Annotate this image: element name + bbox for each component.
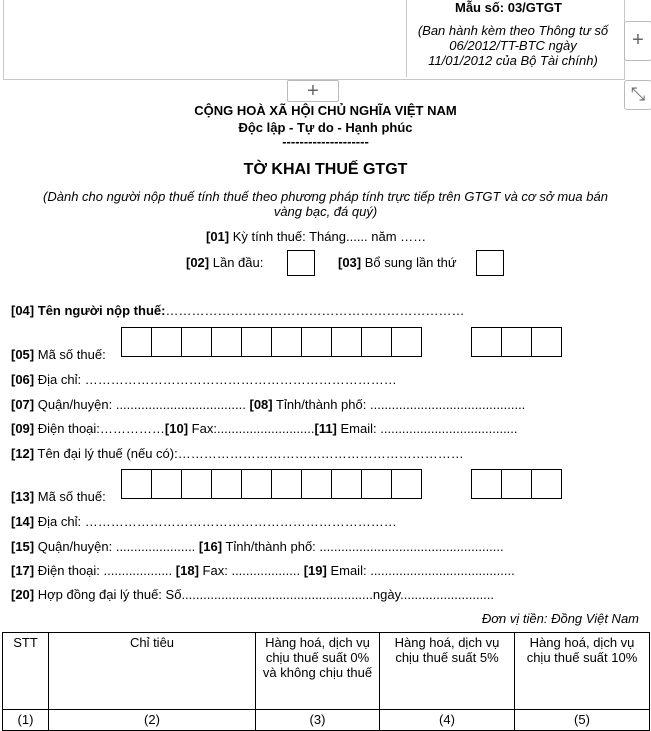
tax-code-branch-digit[interactable] bbox=[501, 327, 532, 357]
period-row bbox=[206, 229, 426, 244]
taxpayer-name-row bbox=[11, 303, 464, 318]
agent-tax-code-branch-boxes[interactable] bbox=[471, 469, 562, 499]
tax-code-boxes[interactable] bbox=[121, 327, 422, 357]
field-04-label: Tên người nộp thuế: bbox=[37, 303, 166, 318]
tax-code-row bbox=[11, 347, 106, 362]
field-14-label: Địa chỉ: bbox=[37, 514, 82, 529]
issued-line-2: 06/2012/TT-BTC ngày bbox=[449, 38, 577, 53]
field-18-dots[interactable]: ................... bbox=[231, 563, 301, 578]
field-10-label: Fax: bbox=[191, 421, 217, 436]
field-06-label: Địa chỉ: bbox=[37, 372, 82, 387]
tax-code-branch-boxes[interactable] bbox=[471, 327, 562, 357]
agent-tax-code-row bbox=[11, 489, 106, 504]
field-15-code: [15] bbox=[11, 539, 35, 554]
field-13-code: [13] bbox=[11, 489, 35, 504]
resize-table-icon[interactable]: ⤡ bbox=[624, 80, 651, 110]
agent-tax-code-digit[interactable] bbox=[121, 469, 152, 499]
field-14-code: [14] bbox=[11, 514, 35, 529]
supplement-number-box[interactable] bbox=[476, 250, 504, 276]
field-08-code: [08] bbox=[249, 397, 273, 412]
field-17-dots[interactable]: ................... bbox=[103, 563, 173, 578]
republic-name: CỘNG HOÀ XÃ HỘI CHỦ NGHĨA VIỆT NAM bbox=[194, 103, 457, 118]
tax-code-digit[interactable] bbox=[121, 327, 152, 357]
field-09-dots[interactable]: …………… bbox=[99, 421, 165, 436]
address-row bbox=[11, 372, 397, 387]
agent-tax-code-digit[interactable] bbox=[211, 469, 242, 499]
index-cell: (2) bbox=[49, 710, 256, 731]
agent-contact-row bbox=[11, 563, 515, 578]
agent-tax-code-digit[interactable] bbox=[241, 469, 272, 499]
field-06-dots[interactable]: ……………………………………………………………… bbox=[84, 372, 397, 387]
table-header-row bbox=[3, 633, 650, 710]
field-20-dots[interactable]: ..................................................... bbox=[181, 587, 373, 602]
tax-code-digit[interactable] bbox=[271, 327, 302, 357]
currency-unit: Đơn vị tiền: Đồng Việt Nam bbox=[481, 611, 639, 626]
field-04-dots[interactable]: …………………………………………………………… bbox=[165, 303, 465, 318]
contact-row bbox=[11, 421, 518, 436]
field-20-code: [20] bbox=[11, 587, 35, 602]
header-rate-0: Hàng hoá, dịch vụ chịu thuế suất 0% và không chịu thuế bbox=[256, 633, 380, 710]
tax-code-digit[interactable] bbox=[301, 327, 332, 357]
field-07-label: Quận/huyện: bbox=[37, 397, 113, 412]
table-index-row bbox=[3, 710, 650, 731]
field-16-label: Tỉnh/thành phố: bbox=[225, 539, 316, 554]
field-05-label: Mã số thuế: bbox=[37, 347, 106, 362]
index-cell: (5) bbox=[515, 710, 650, 731]
agent-tax-code-digit[interactable] bbox=[361, 469, 392, 499]
supplement-row bbox=[338, 255, 457, 270]
field-20-date-dots[interactable]: .......................... bbox=[400, 587, 495, 602]
field-17-label: Điện thoại: bbox=[37, 563, 100, 578]
tax-code-digit[interactable] bbox=[151, 327, 182, 357]
tax-code-branch-digit[interactable] bbox=[531, 327, 562, 357]
agent-address-row bbox=[11, 514, 397, 529]
field-10-dots[interactable]: ........................... bbox=[216, 421, 315, 436]
tax-code-digit[interactable] bbox=[361, 327, 392, 357]
agent-tax-code-digit[interactable] bbox=[301, 469, 332, 499]
field-09-code: [09] bbox=[11, 421, 35, 436]
issued-line-1: (Ban hành kèm theo Thông tư số bbox=[417, 23, 609, 38]
index-cell: (3) bbox=[256, 710, 380, 731]
subtitle-line-2: vàng bạc, đá quý) bbox=[273, 204, 378, 219]
tax-code-digit[interactable] bbox=[181, 327, 212, 357]
agent-tax-code-digit[interactable] bbox=[271, 469, 302, 499]
republic-motto: Độc lập - Tự do - Hạnh phúc bbox=[238, 120, 413, 135]
field-19-code: [19] bbox=[303, 563, 327, 578]
agent-tax-code-boxes[interactable] bbox=[121, 469, 422, 499]
tax-code-digit[interactable] bbox=[391, 327, 422, 357]
tax-code-digit[interactable] bbox=[211, 327, 242, 357]
field-12-label: Tên đại lý thuế (nếu có): bbox=[37, 446, 178, 461]
declaration-table bbox=[2, 632, 650, 731]
index-cell: (1) bbox=[3, 710, 49, 731]
field-20-date-label: ngày bbox=[372, 587, 401, 602]
field-19-label: Email: bbox=[330, 563, 367, 578]
add-column-button[interactable]: + bbox=[624, 21, 651, 61]
field-11-code: [11] bbox=[314, 421, 337, 436]
field-10-code: [10] bbox=[164, 421, 189, 436]
tax-code-digit[interactable] bbox=[331, 327, 362, 357]
field-09-label: Điện thoại: bbox=[37, 421, 100, 436]
period-label: Kỳ tính thuế: Tháng...... năm …… bbox=[232, 229, 427, 244]
agent-tax-code-branch-digit[interactable] bbox=[531, 469, 562, 499]
agent-tax-code-digit[interactable] bbox=[181, 469, 212, 499]
field-15-label: Quận/huyện: bbox=[37, 539, 113, 554]
agent-tax-code-digit[interactable] bbox=[151, 469, 182, 499]
form-number: Mẫu số: 03/GTGT bbox=[455, 0, 562, 15]
header-rate-5: Hàng hoá, dịch vụ chịu thuế suất 5% bbox=[380, 633, 515, 710]
agent-tax-code-digit[interactable] bbox=[331, 469, 362, 499]
field-20-label: Hợp đồng đại lý thuế: Số bbox=[37, 587, 182, 602]
republic-rule: -------------------- bbox=[282, 134, 369, 149]
index-cell: (4) bbox=[380, 710, 515, 731]
agent-contract-row bbox=[11, 587, 494, 602]
field-08-dots[interactable]: ........................................... bbox=[369, 397, 526, 412]
field-14-dots[interactable]: ……………………………………………………………… bbox=[84, 514, 397, 529]
field-17-code: [17] bbox=[11, 563, 35, 578]
field-18-label: Fax: bbox=[202, 563, 228, 578]
first-time-row bbox=[186, 255, 263, 270]
field-11-label: Email: bbox=[340, 421, 377, 436]
agent-name-row bbox=[11, 446, 464, 461]
header-indicator: Chỉ tiêu bbox=[49, 633, 256, 710]
agent-tax-code-digit[interactable] bbox=[391, 469, 422, 499]
page-title: TỜ KHAI THUẾ GTGT bbox=[243, 161, 408, 178]
field-08-label: Tỉnh/thành phố: bbox=[276, 397, 367, 412]
subtitle-line-1: (Dành cho người nộp thuế tính thuế theo phương pháp tính trực tiếp trên GTGT và cơ sở mua bán bbox=[43, 189, 608, 204]
header-rate-10: Hàng hoá, dịch vụ chịu thuế suất 10% bbox=[515, 633, 650, 710]
tax-code-branch-digit[interactable] bbox=[471, 327, 502, 357]
field-16-dots[interactable]: ................................................... bbox=[319, 539, 504, 554]
field-06-code: [06] bbox=[11, 372, 35, 387]
field-18-code: [18] bbox=[175, 563, 199, 578]
tax-code-digit[interactable] bbox=[241, 327, 272, 357]
field-07-dots[interactable]: .................................... bbox=[115, 397, 246, 412]
field-16-code: [16] bbox=[198, 539, 223, 554]
supplement-code: [03] bbox=[338, 255, 362, 270]
agent-district-row bbox=[11, 539, 504, 554]
field-05-code: [05] bbox=[11, 347, 35, 362]
header-stt: STT bbox=[3, 633, 49, 710]
field-11-dots[interactable]: ...................................... bbox=[380, 421, 518, 436]
district-row bbox=[11, 397, 525, 412]
period-code: [01] bbox=[206, 229, 230, 244]
first-time-checkbox[interactable] bbox=[287, 250, 315, 276]
issued-line-3: 11/01/2012 của Bộ Tài chính) bbox=[428, 53, 598, 68]
first-time-code: [02] bbox=[186, 255, 210, 270]
field-19-dots[interactable]: ........................................ bbox=[370, 563, 515, 578]
field-15-dots[interactable]: ...................... bbox=[115, 539, 196, 554]
agent-tax-code-branch-digit[interactable] bbox=[471, 469, 502, 499]
field-12-dots[interactable]: ………………………………………………………… bbox=[177, 446, 464, 461]
add-row-button[interactable]: + bbox=[287, 80, 339, 102]
field-07-code: [07] bbox=[11, 397, 35, 412]
first-time-label: Lần đầu: bbox=[212, 255, 264, 270]
agent-tax-code-branch-digit[interactable] bbox=[501, 469, 532, 499]
field-04-code: [04] bbox=[11, 303, 35, 318]
supplement-label: Bổ sung lần thứ bbox=[364, 255, 457, 270]
field-12-code: [12] bbox=[11, 446, 35, 461]
field-13-label: Mã số thuế: bbox=[37, 489, 106, 504]
